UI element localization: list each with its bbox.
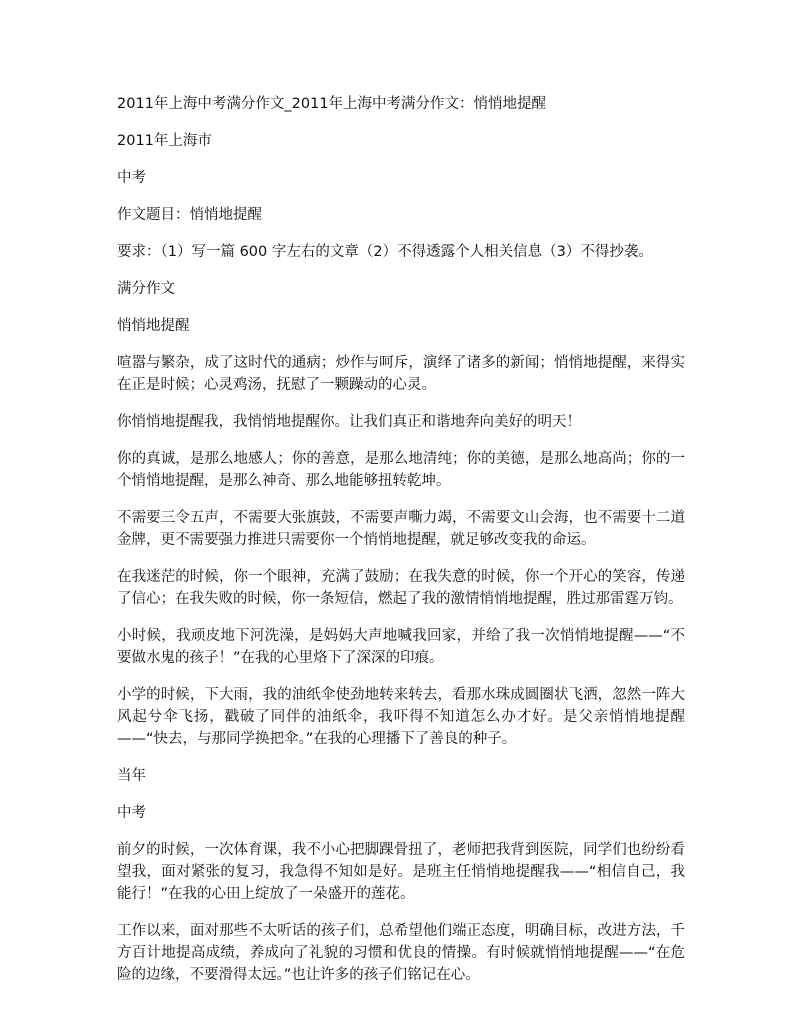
essay-paragraph: 前夕的时候，一次体育课，我不小心把脚踝骨扭了，老师把我背到医院，同学们也纷纷看望我，面对紧张的复习，我急得不知如是好。是班主任悄悄地提醒我——“相信自己，我能行！”在我的心田上绽放了一朵盛开的莲花。	[117, 842, 685, 902]
essay-paragraph: 你悄悄地提醒我，我悄悄地提醒你。让我们真正和谐地奔向美好的明天！	[117, 414, 581, 430]
essay-paragraph: 不需要三令五声，不需要大张旗鼓，不需要声嘶力竭，不需要文山会海，也不需要十二道金牌，更不需要强力推进只需要你一个悄悄地提醒，就足够改变我的命运。	[117, 510, 685, 548]
full-score-label: 满分作文	[117, 281, 175, 297]
requirements-line: 要求：（1）写一篇 600 字左右的文章（2）不得透露个人相关信息（3）不得抄袭。	[117, 244, 653, 260]
document-title: 2011年上海中考满分作文_2011年上海中考满分作文：悄悄地提醒	[117, 96, 547, 112]
essay-paragraph: 工作以来，面对那些不太听话的孩子们，总希望他们端正态度，明确目标，改进方法，千方百计地提高成绩，养成向了礼貌的习惯和优良的情操。有时候就悄悄地提醒——“在危险的边缘，不要滑得太远。”也让许多的孩子们铭记在心。	[117, 923, 685, 983]
essay-paragraph: 在我迷茫的时候，你一个眼神，充满了鼓励；在我失意的时候，你一个开心的笑容，传递了信心；在我失败的时候，你一条短信，燃起了我的激情悄悄地提醒，胜过那雷霆万钧。	[117, 569, 685, 607]
year-city-line: 2011年上海市	[117, 133, 212, 149]
topic-line: 作文题目：悄悄地提醒	[117, 207, 262, 223]
essay-paragraph: 你的真诚，是那么地感人；你的善意，是那么地清纯；你的美德，是那么地高尚；你的一个悄悄地提醒，是那么神奇、那么地能够扭转乾坤。	[117, 451, 685, 489]
tail-line-exam: 中考	[117, 805, 146, 821]
exam-line: 中考	[117, 170, 146, 186]
essay-title: 悄悄地提醒	[117, 318, 190, 334]
document-content	[117, 93, 685, 1001]
essay-paragraph: 小时候，我顽皮地下河洗澡，是妈妈大声地喊我回家，并给了我一次悄悄地提醒——“不要做水鬼的孩子！”在我的心里烙下了深深的印痕。	[117, 628, 685, 666]
tail-line-year: 当年	[117, 768, 146, 784]
essay-paragraph: 喧嚣与繁杂，成了这时代的通病；炒作与呵斥，演绎了诸多的新闻；悄悄地提醒，来得实在正是时候；心灵鸡汤，抚慰了一颗躁动的心灵。	[117, 355, 685, 393]
essay-paragraph: 小学的时候，下大雨，我的油纸伞使劲地转来转去，看那水珠成圆圈状飞洒，忽然一阵大风起兮伞飞扬，戳破了同伴的油纸伞，我吓得不知道怎么办才好。是父亲悄悄地提醒——“快去，与那同学换把伞。”在我的心理播下了善良的种子。	[117, 687, 685, 747]
